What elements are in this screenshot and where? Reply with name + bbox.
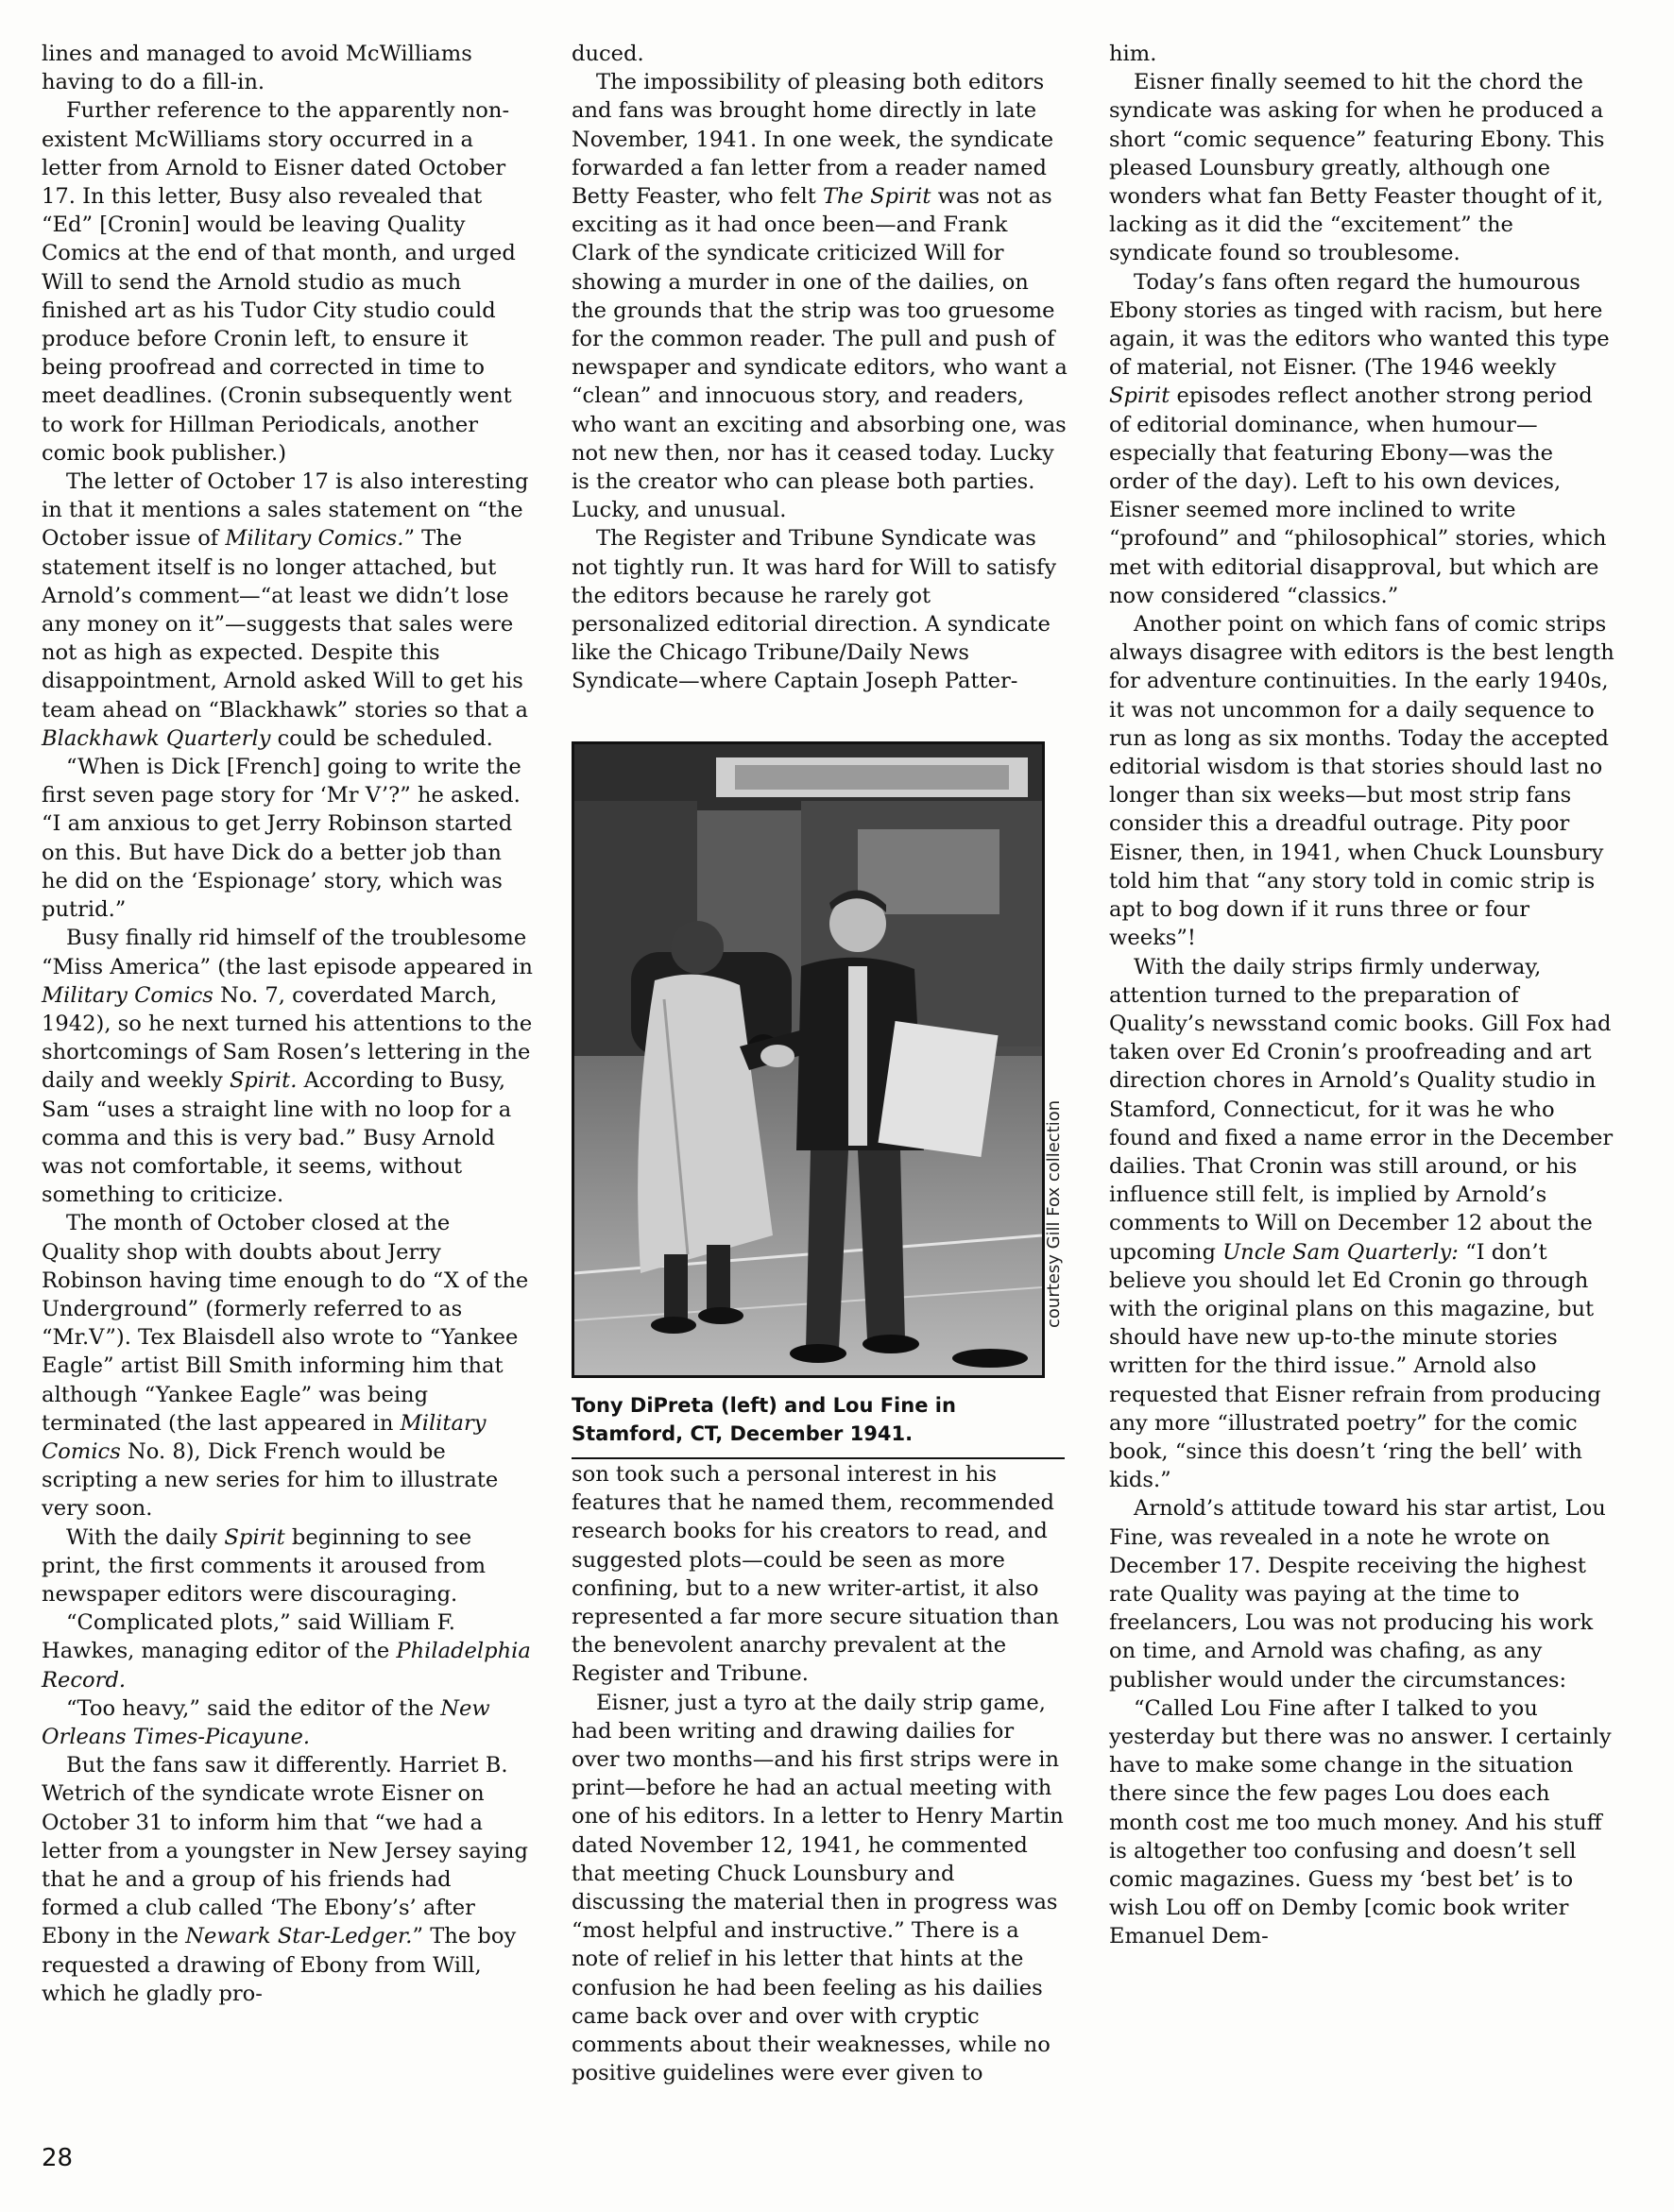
article-paragraph: duced. xyxy=(572,42,644,66)
italic-title: Spirit. xyxy=(229,1068,298,1094)
article-column-2-bottom xyxy=(572,1460,1068,2087)
italic-title: Military Comics xyxy=(42,1410,487,1464)
article-paragraph: “Called Lou Fine after I talked to you yesterday but there was no answer. I certainly have to make some change in the situation there since the few pages Lou does each month cost me too much money. And his stuff is altogether too confusing and doesn’t sell comic magazines. Guess my ‘best bet’ is to wish Lou off on Demby [comic book writer Emanuel Dem- xyxy=(1109,1695,1612,1949)
photograph-two-men-handshake-street-icon xyxy=(574,744,1042,1375)
italic-title: Military Comics xyxy=(42,982,214,1008)
italic-title: Uncle Sam Quarterly: xyxy=(1222,1239,1459,1265)
article-column-2-top xyxy=(572,40,1068,696)
article-paragraph: lines and managed to avoid McWilliams having to do a fill-in. xyxy=(42,42,472,95)
italic-title: Spirit xyxy=(1109,383,1170,409)
photo-figure xyxy=(572,741,1068,1459)
article-paragraph: With the daily strips firmly underway, attention turned to the preparation of Quality’s newsstand comic books. Gill Fox had taken over Ed Cronin’s proofreading and art direction chores in Arnold’s Quality studio in Stamford, Connecticut, for it was he who found and fixed a name error in the December dailies. That Cronin was still around, or his influence still felt, is implied by Arnold’s comments to Will on December 12 about the upcoming Uncle Sam Quarterly: “I don’t believe you should let Ed Cronin go through with the original plans on this magazine, but should have new up-to-the minute stories written for the third issue.” Arnold also requested that Eisner refrain from producing any more “illustrated poetry” for the comic book, “since this doesn’t ‘ring the bell’ with kids.” xyxy=(1109,954,1614,1493)
article-paragraph: But the fans saw it differently. Harriet B. Wetrich of the syndicate wrote Eisner on October 31 to inform him that “we had a letter from a youngster in New Jersey saying that he and a group of his friends had formed a club called ‘The Ebony’s’ after Ebony in the Newark Star-Ledger.” The boy requested a drawing of Ebony from Will, which he gladly pro- xyxy=(42,1753,528,2006)
italic-title: Philadelphia Record. xyxy=(42,1639,531,1693)
article-paragraph: The month of October closed at the Quality shop with doubts about Jerry Robinson having time enough to do “X of the Underground” (formerly referred to as “Mr.V”). Tex Blaisdell also wrote to “Yankee Eagle” artist Bill Smith informing him that although “Yankee Eagle” was being terminated (the last appeared in Military Comics No. 8), Dick French would be scripting a new series for him to illustrate very soon. xyxy=(42,1211,529,1522)
article-paragraph: Further reference to the apparently non-existent McWilliams story occurred in a letter from Arnold to Eisner dated October 17. In this letter, Busy also revealed that “Ed” [Cronin] would be leaving Quality Comics at the end of that month, and urged Will to send the Arnold studio as much finished art as his Tudor City studio could produce before Cronin left, to ensure it being proofread and corrected in time to meet deadlines. (Cronin subsequently went to work for Hillman Periodicals, another comic book publisher.) xyxy=(42,98,516,466)
article-paragraph: Today’s fans often regard the humourous Ebony stories as tinged with racism, but here again, it was the editors who wanted this type of material, not Eisner. (The 1946 weekly Spirit episodes reflect another strong period of editorial dominance, when humour—especially that featuring Ebony—was the order of the day). Left to his own devices, Eisner seemed more inclined to write “profound” and “philosophical” stories, which met with editorial disapproval, but which are now considered “classics.” xyxy=(1109,269,1610,608)
photo-caption: Tony DiPreta (left) and Lou Fine in Stamford, CT, December 1941. xyxy=(572,1391,1065,1459)
italic-title: New Orleans Times-Picayune. xyxy=(42,1695,490,1749)
article-paragraph: The letter of October 17 is also interesting in that it mentions a sales statement on “the October issue of Military Comics.” The statement itself is no longer attached, but Arnold’s comment—“at least we didn’t lose any money on it”—suggests that sales were not as high as expected. Despite this disappointment, Arnold asked Will to get his team ahead on “Blackhawk” stories so that a Blackhawk Quarterly could be scheduled. xyxy=(42,469,529,751)
italic-title: Blackhawk Quarterly xyxy=(42,725,271,751)
article-paragraph: Busy finally rid himself of the troublesome “Miss America” (the last episode appeared in Military Comics No. 7, coverdated March, 1942), so he next turned his attentions to the shortcomings of Sam Rosen’s lettering in the daily and weekly Spirit. According to Busy, Sam “uses a straight line with no loop for a comma and this is very bad.” Busy Arnold was not comfortable, it seems, without something to criticize. xyxy=(42,926,533,1208)
article-paragraph: The Register and Tribune Syndicate was not tightly run. It was hard for Will to satisfy the editors because he rarely got personalized editorial direction. A syndicate like the Chicago Tribune/Daily News Syndicate—where Captain Joseph Patter- xyxy=(572,526,1057,694)
article-paragraph: Eisner finally seemed to hit the chord the syndicate was asking for when he produced a short “comic sequence” featuring Ebony. This pleased Lounsbury greatly, although one wonders what fan Betty Feaster thought of it, lacking as it did the “excitement” the syndicate found so troublesome. xyxy=(1109,70,1605,266)
italic-title: Military Comics. xyxy=(225,526,404,552)
page-number: 28 xyxy=(42,2144,74,2172)
italic-title: Newark Star-Ledger. xyxy=(185,1924,413,1949)
article-column-1 xyxy=(42,40,533,2008)
article-paragraph: The impossibility of pleasing both editors and fans was brought home directly in late November, 1941. In one week, the syndicate forwarded a fan letter from a reader named Betty Feaster, who felt The Spirit was not as exciting as it had once been—and Frank Clark of the syndicate criticized Will for showing a murder in one of the dailies, on the grounds that the strip was too gruesome for the common reader. The pull and push of newspaper and syndicate editors, who want a “clean” and innocuous story, and readers, who want an exciting and absorbing one, was not new then, nor has it ceased today. Lucky is the creator who can please both parties. Lucky, and unusual. xyxy=(572,70,1068,523)
photo-credit: courtesy Gill Fox collection xyxy=(1044,1100,1064,1329)
article-paragraph: Another point on which fans of comic strips always disagree with editors is the best length for adventure continuities. In the early 1940s, it was not uncommon for a daily sequence to run as long as six months. Today the accepted editorial wisdom is that stories should last no longer than six weeks—but most strip fans consider this a dreadful outrage. Pity poor Eisner, then, in 1941, when Chuck Lounsbury told him that “any story told in comic strip is apt to bog down if it runs three or four weeks”! xyxy=(1109,612,1614,951)
article-paragraph: son took such a personal interest in his features that he named them, recommended research books for his creators to read, and suggested plots—could be seen as more confining, but to a new writer-artist, it also represented a far more secure situation than the benevolent anarchy prevalent at the Register and Tribune. xyxy=(572,1462,1060,1687)
article-paragraph: “When is Dick [French] going to write the first seven page story for ‘Mr V’?” he asked. “I am anxious to get Jerry Robinson started on this. But have Dick do a better job than he did on the ‘Espionage’ story, which was putrid.” xyxy=(42,755,521,923)
article-paragraph: Eisner, just a tyro at the daily strip game, had been writing and drawing dailies for over two months—and his first strips were in print—before he had an actual meeting with one of his editors. In a letter to Henry Martin dated November 12, 1941, he commented that meeting Chuck Lounsbury and discussing the material then in progress was “most helpful and instructive.” There is a note of relief in his letter that hints at the confusion he had been feeling as his dailies came back over and over with cryptic comments about their weaknesses, while no positive guidelines were ever given to xyxy=(572,1690,1064,2086)
article-paragraph: him. xyxy=(1109,42,1157,66)
article-column-3 xyxy=(1109,40,1619,1951)
article-paragraph: “Complicated plots,” said William F. Hawkes, managing editor of the Philadelphia Record. xyxy=(42,1610,531,1693)
article-paragraph: “Too heavy,” said the editor of the New Orleans Times-Picayune. xyxy=(42,1695,490,1749)
italic-title: Spirit xyxy=(224,1524,285,1550)
italic-title: The Spirit xyxy=(822,184,931,210)
street-photograph xyxy=(572,741,1045,1378)
article-paragraph: With the daily Spirit beginning to see print, the first comments it aroused from newspaper editors were discouraging. xyxy=(42,1524,486,1607)
article-paragraph: Arnold’s attitude toward his star artist, Lou Fine, was revealed in a note he wrote on December 17. Despite receiving the highest rate Quality was paying at the time to freelancers, Lou was not producing his work on time, and Arnold was chafing, as any publisher would under the circumstances: xyxy=(1109,1496,1606,1693)
